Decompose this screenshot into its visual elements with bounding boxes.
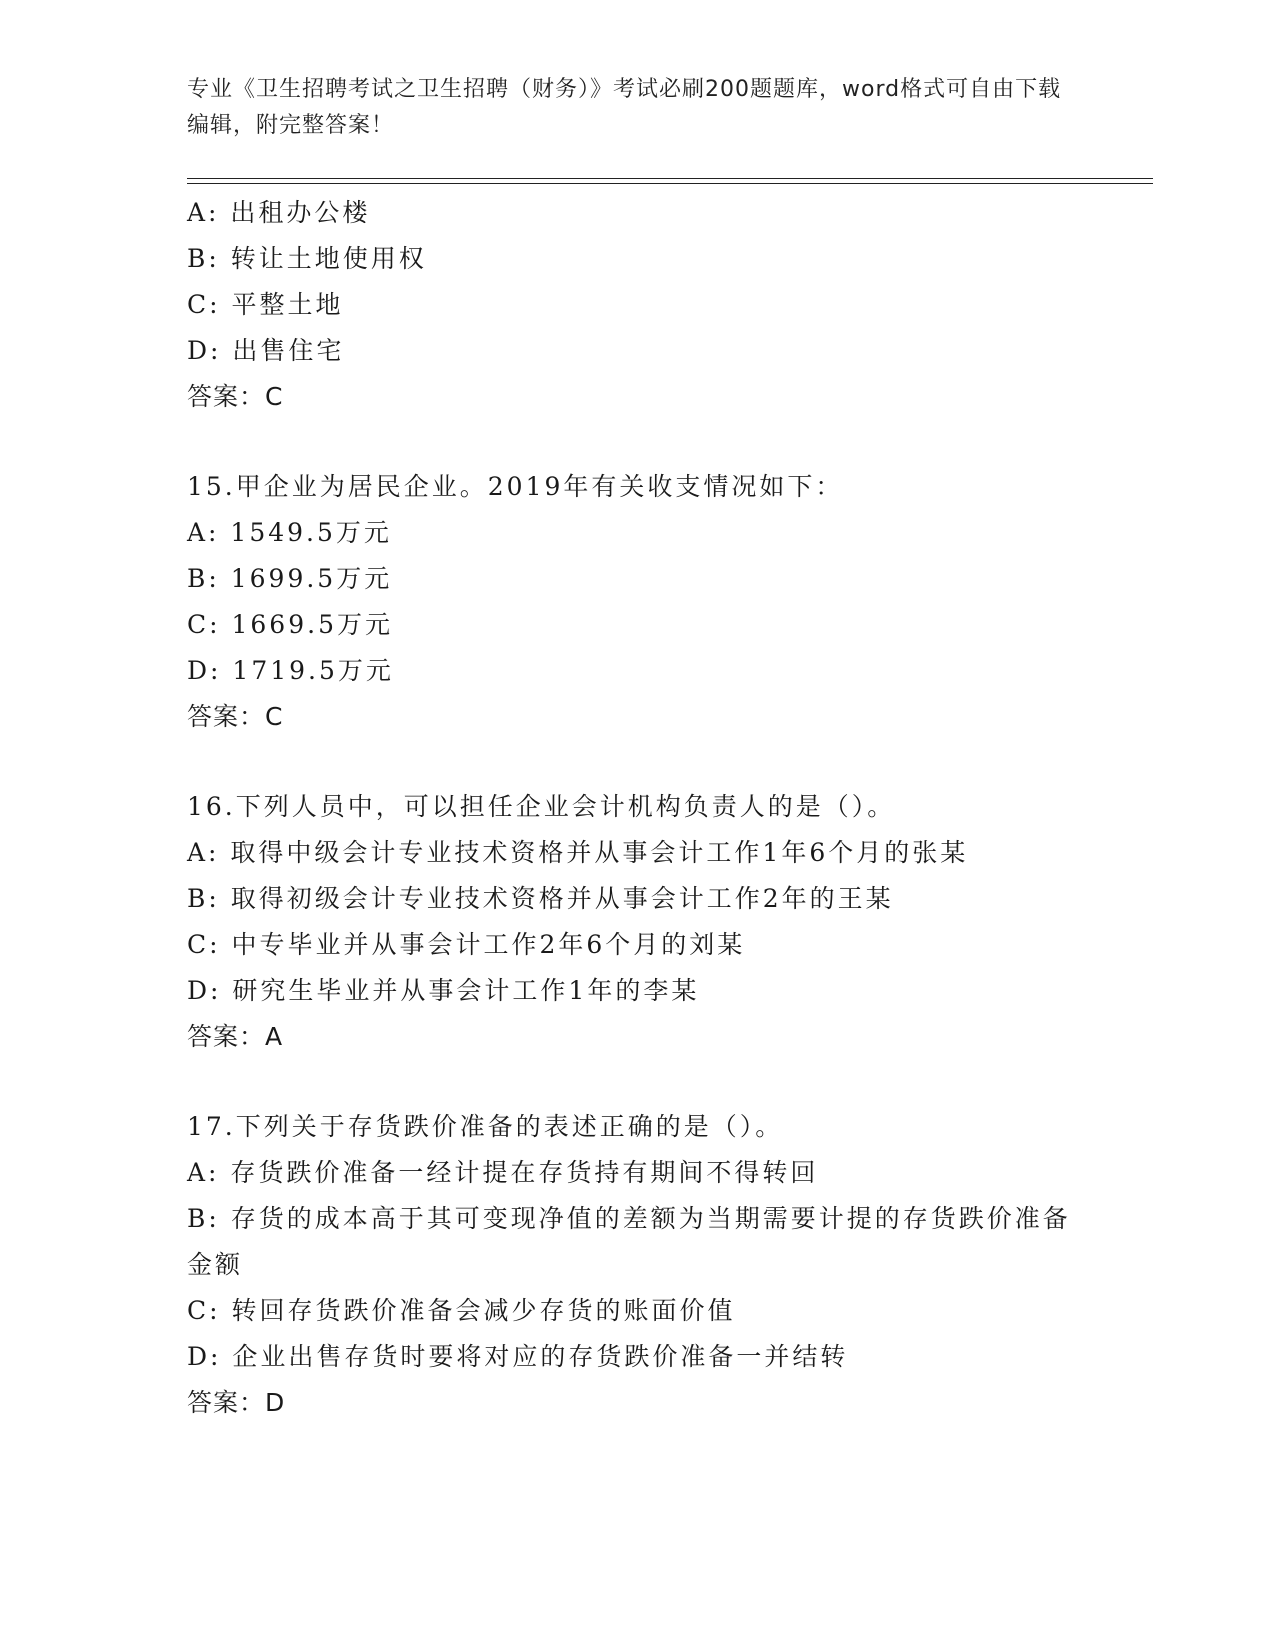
question-stem: 17.下列关于存货跌价准备的表述正确的是（）。 — [187, 1112, 784, 1141]
option-a: A: 出租办公楼 — [187, 198, 371, 227]
option-d: D: 1719.5万元 — [187, 656, 394, 685]
question-block — [187, 1104, 1087, 1426]
answer: 答案：A — [187, 1022, 284, 1051]
question-block — [187, 464, 1087, 740]
option-a: A: 取得中级会计专业技术资格并从事会计工作1年6个月的张某 — [187, 838, 969, 867]
option-d: D: 出售住宅 — [187, 336, 345, 365]
question-block — [187, 784, 1087, 1060]
option-b: B: 取得初级会计专业技术资格并从事会计工作2年的王某 — [187, 884, 894, 913]
option-a: A: 存货跌价准备一经计提在存货持有期间不得转回 — [187, 1158, 819, 1187]
answer: 答案：D — [187, 1388, 286, 1417]
option-c: C: 中专毕业并从事会计工作2年6个月的刘某 — [187, 930, 746, 959]
question-block — [187, 190, 1087, 420]
document-header: 专业《卫生招聘考试之卫生招聘（财务）》考试必刷200题题库，word格式可自由下载编辑，附完整答案！ — [187, 77, 1062, 138]
option-b: B: 1699.5万元 — [187, 564, 393, 593]
question-stem: 15.甲企业为居民企业。2019年有关收支情况如下： — [187, 472, 844, 501]
option-b: B: 转让土地使用权 — [187, 244, 427, 273]
answer: 答案：C — [187, 382, 284, 411]
option-c: C: 1669.5万元 — [187, 610, 393, 639]
option-a: A: 1549.5万元 — [187, 518, 392, 547]
header-rule-top — [187, 178, 1153, 179]
document-body — [187, 190, 1087, 1426]
question-stem: 16.下列人员中，可以担任企业会计机构负责人的是（）。 — [187, 792, 896, 821]
option-d: D: 研究生毕业并从事会计工作1年的李某 — [187, 976, 700, 1005]
option-c: C: 平整土地 — [187, 290, 344, 319]
option-d: D: 企业出售存货时要将对应的存货跌价准备一并结转 — [187, 1342, 849, 1371]
header-rule-bottom — [187, 183, 1153, 184]
option-c: C: 转回存货跌价准备会减少存货的账面价值 — [187, 1296, 736, 1325]
option-b: B: 存货的成本高于其可变现净值的差额为当期需要计提的存货跌价准备金额 — [187, 1204, 1071, 1279]
answer: 答案：C — [187, 702, 284, 731]
